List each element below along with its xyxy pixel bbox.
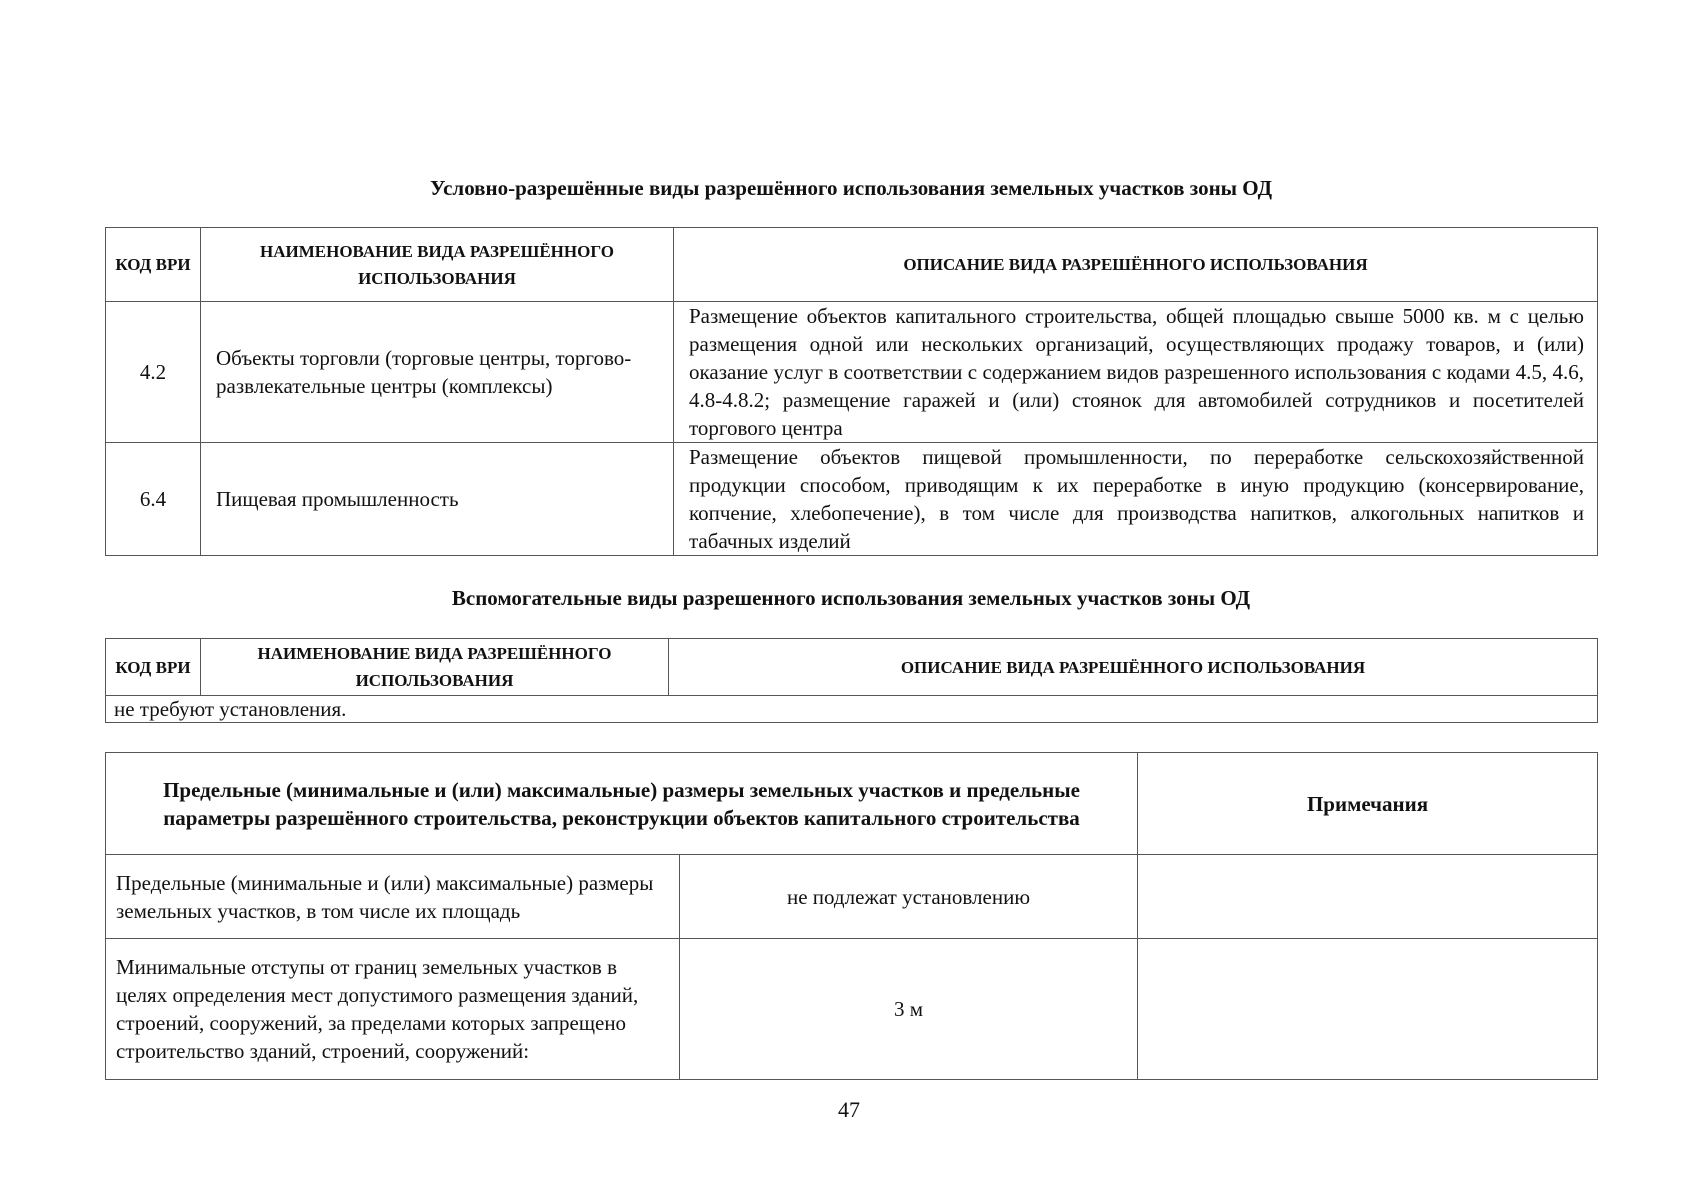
- use-description: Размещение объектов капитального строительства, общей площадью свыше 5000 кв. м с целью размещения одной или нескольких организаций, осуществляющих продажу товаров, и (или) оказание услуг в соответствии с содержанием видов разрешенного использования с кодами 4.5, 4.6, 4.8-4.8.2; размещение гаражей и (или) стоянок для автомобилей сотрудников и посетителей торгового центра: [674, 302, 1598, 443]
- use-name: Пищевая промышленность: [201, 443, 674, 556]
- name-column-header: НАИМЕНОВАНИЕ ВИДА РАЗРЕШЁННОГО ИСПОЛЬЗОВАНИЯ: [201, 639, 669, 696]
- description-column-header: ОПИСАНИЕ ВИДА РАЗРЕШЁННОГО ИСПОЛЬЗОВАНИЯ: [669, 639, 1598, 696]
- limits-parameters-header: Предельные (минимальные и (или) максимальные) размеры земельных участков и предельные параметры разрешённого строительства, реконструкции объектов капитального строительства: [106, 753, 1138, 855]
- page-number: 47: [838, 1097, 860, 1122]
- notes-header: Примечания: [1138, 753, 1598, 855]
- description-column-header: ОПИСАНИЕ ВИДА РАЗРЕШЁННОГО ИСПОЛЬЗОВАНИЯ: [674, 228, 1598, 302]
- use-code: 4.2: [106, 302, 201, 443]
- parameter-value: не подлежат установлению: [680, 855, 1138, 939]
- auxiliary-uses-heading: Вспомогательные виды разрешенного использования земельных участков зоны ОД: [451, 586, 1251, 610]
- table-row: [106, 302, 1598, 443]
- auxiliary-header-row: [106, 639, 1598, 696]
- code-column-header: КОД ВРИ: [106, 639, 201, 696]
- limits-table: [105, 752, 1598, 1080]
- auxiliary-uses-table: [105, 638, 1598, 723]
- code-column-header: КОД ВРИ: [106, 228, 201, 302]
- limits-header-row: [106, 753, 1598, 855]
- parameter-note: [1138, 855, 1598, 939]
- parameter-name: Минимальные отступы от границ земельных участков в целях определения мест допустимого размещения зданий, строений, сооружений, за пределами которых запрещено строительство зданий, строений, сооружений:: [106, 939, 680, 1080]
- use-description: Размещение объектов пищевой промышленности, по переработке сельскохозяйственной продукции способом, приводящим к их переработке в иную продукцию (консервирование, копчение, хлебопечение), в том числе для производства напитков, алкогольных напитков и табачных изделий: [674, 443, 1598, 556]
- parameter-note: [1138, 939, 1598, 1080]
- conditional-header-row: [106, 228, 1598, 302]
- table-row: [106, 443, 1598, 556]
- use-code: 6.4: [106, 443, 201, 556]
- use-name: Объекты торговли (торговые центры, торгово-развлекательные центры (комплексы): [201, 302, 674, 443]
- conditional-uses-table: [105, 227, 1598, 556]
- table-row: [106, 855, 1598, 939]
- parameter-value: 3 м: [680, 939, 1138, 1080]
- conditional-uses-heading: Условно-разрешённые виды разрешённого использования земельных участков зоны ОД: [429, 176, 1273, 200]
- table-row: [106, 696, 1598, 723]
- table-row: [106, 939, 1598, 1080]
- parameter-name: Предельные (минимальные и (или) максимальные) размеры земельных участков, в том числе их площадь: [106, 855, 680, 939]
- name-column-header: НАИМЕНОВАНИЕ ВИДА РАЗРЕШЁННОГО ИСПОЛЬЗОВАНИЯ: [201, 228, 674, 302]
- auxiliary-note: не требуют установления.: [106, 696, 1598, 723]
